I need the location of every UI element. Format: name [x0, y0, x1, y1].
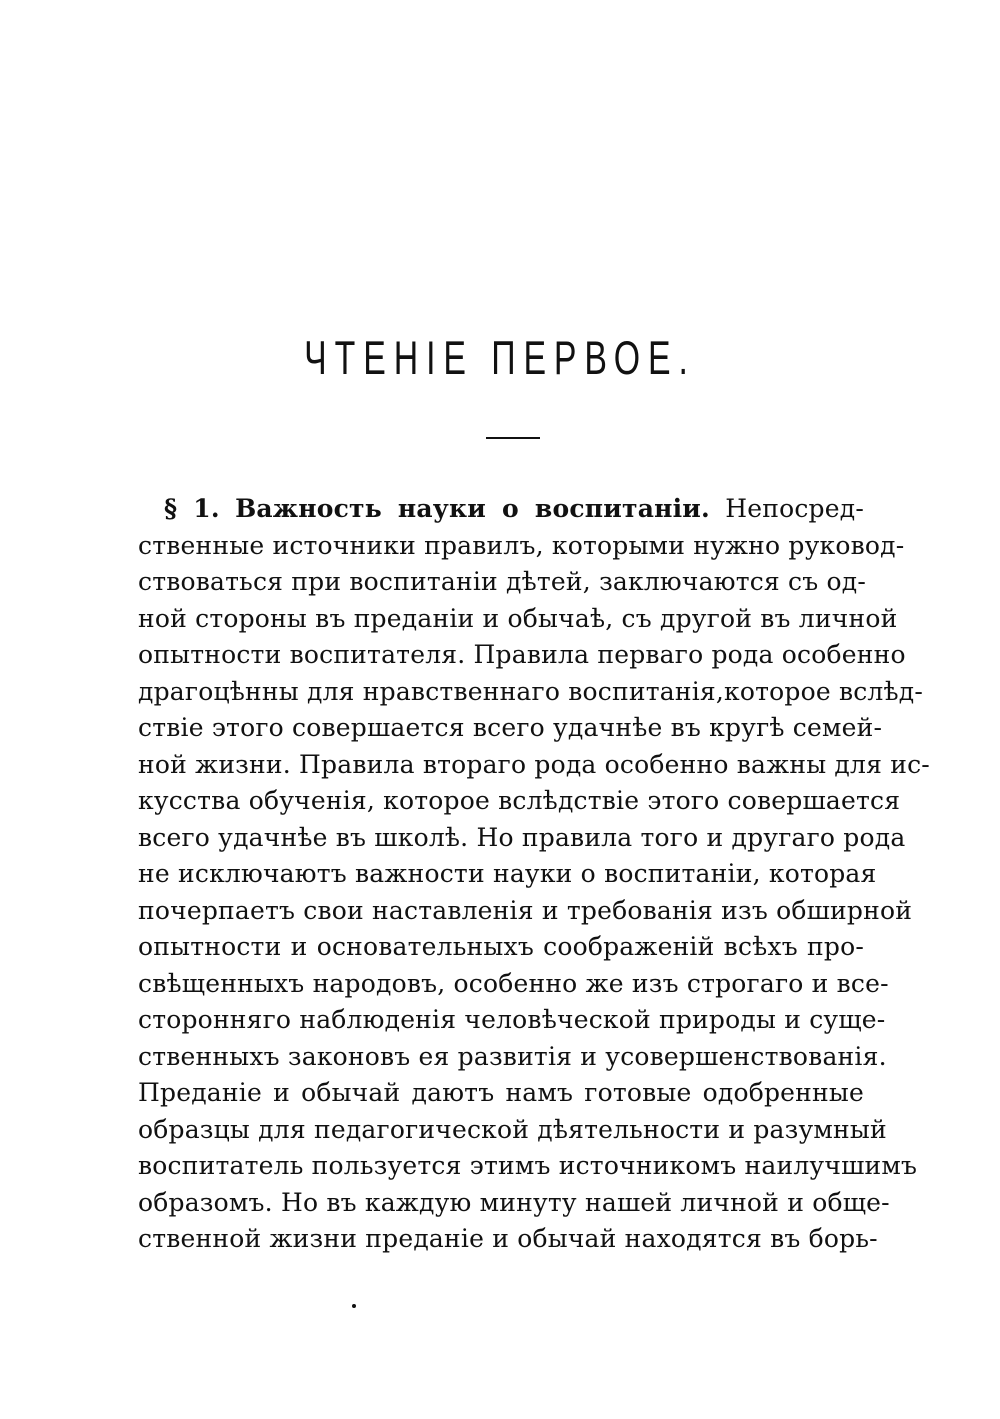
- text-line: не исключаютъ важности науки о воспитаніи, которая: [138, 859, 877, 888]
- text-line: Преданіе и обычай даютъ намъ готовые одобренные: [138, 1078, 864, 1107]
- text-line: ственные источники правилъ, которыми нужно руковод-: [138, 530, 905, 560]
- ink-dot: [352, 1304, 356, 1308]
- text-line: ной стороны въ преданіи и обычаѣ, съ другой въ личной: [138, 603, 898, 633]
- paragraph: [138, 491, 930, 1258]
- text-line: опытности и основательныхъ соображеній всѣхъ про-: [138, 932, 864, 961]
- chapter-title: ЧТЕНІЕ ПЕРВОЕ.: [304, 331, 696, 384]
- title-divider: [486, 437, 540, 439]
- text-line: [138, 491, 864, 528]
- text-line: всего удачнѣе въ школѣ. Но правила того и другаго рода: [138, 822, 906, 852]
- section-number: § 1.: [164, 494, 220, 523]
- section-title: Важность науки о воспитаніи.: [235, 494, 710, 523]
- section-first-line-text: Непосред-: [725, 494, 864, 523]
- text-line: образомъ. Но въ каждую минуту нашей личной и обще-: [138, 1187, 890, 1217]
- text-line: ствіе этого совершается всего удачнѣе въ кругѣ семей-: [138, 713, 883, 742]
- text-line: воспитатель пользуется этимъ источникомъ наилучшимъ: [138, 1151, 918, 1180]
- text-line: кусства обученія, которое вслѣдствіе этого совершается: [138, 786, 901, 815]
- text-line: ственной жизни преданіе и обычай находятся въ борь-: [138, 1224, 878, 1253]
- text-line: образцы для педагогической дѣятельности и разумный: [138, 1114, 887, 1144]
- text-line: сторонняго наблюденія человѣческой природы и суще-: [138, 1005, 886, 1034]
- text-line: опытности воспитателя. Правила перваго рода особенно: [138, 640, 906, 669]
- text-line: почерпаетъ свои наставленія и требованія изъ обширной: [138, 895, 913, 925]
- text-line: свѣщенныхъ народовъ, особенно же изъ строгаго и все-: [138, 968, 889, 998]
- text-line: ной жизни. Правила втораго рода особенно важны для ис-: [138, 749, 930, 779]
- text-line: ственныхъ законовъ ея развитія и усовершенствованія.: [138, 1041, 887, 1071]
- text-line: драгоцѣнны для нравственнаго воспитанія,которое вслѣд-: [138, 676, 924, 706]
- text-line: ствоваться при воспитаніи дѣтей, заключаются съ од-: [138, 567, 866, 596]
